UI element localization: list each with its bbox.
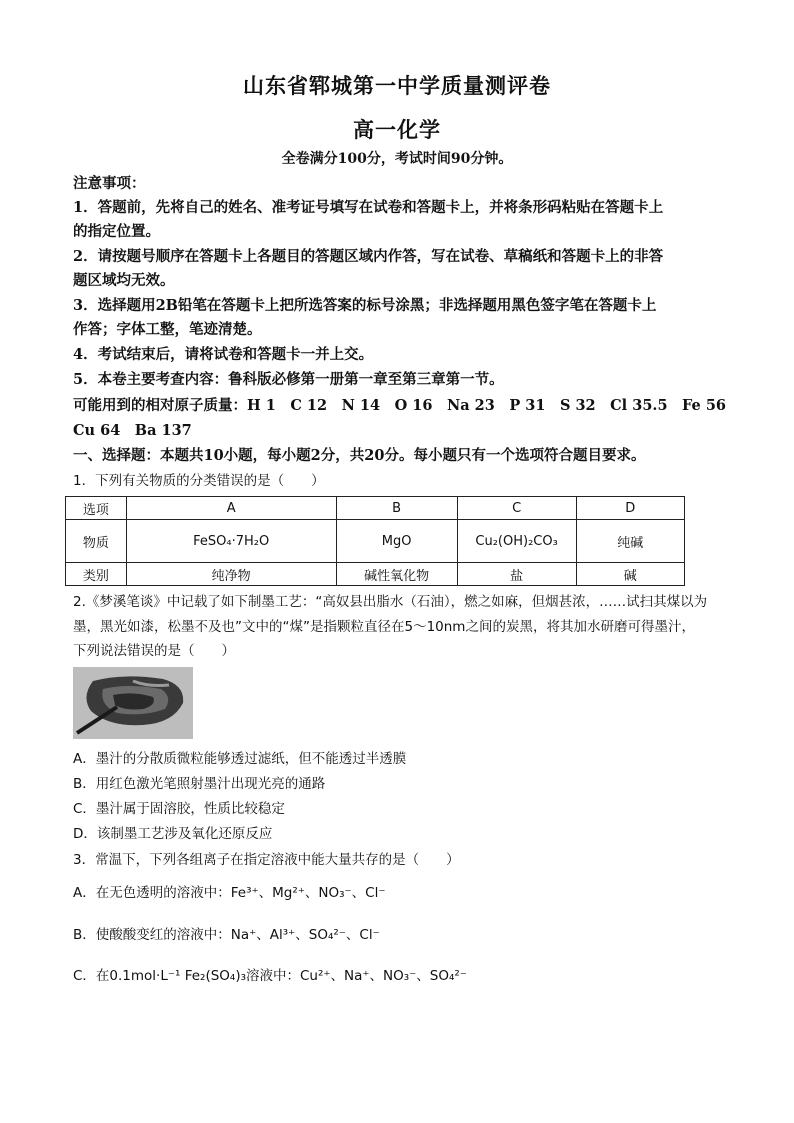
- q3-option-c: [73, 966, 733, 986]
- table-cell: Cu₂(OH)₂CO₃: [457, 520, 576, 563]
- q2-stem-line-2: 墨，黑光如漆，松墨不及也”文中的“煤”是指颗粒直径在5～10nm之间的炭黑，将其加水研磨可得墨汁，: [73, 619, 695, 635]
- q1-stem: 1．下列有关物质的分类错误的是（ ）: [73, 473, 325, 489]
- q3-option-c-ions: Cu²⁺、Na⁺、NO₃⁻、SO₄²⁻: [300, 968, 467, 984]
- note-1-line-1: 1．答题前，先将自己的姓名、准考证号填写在试卷和答题卡上，并将条形码粘贴在答题卡上: [73, 199, 664, 216]
- table-header-cell: A: [126, 497, 336, 520]
- table-cell: 盐: [457, 563, 576, 586]
- table-row-label: 物质: [66, 520, 127, 563]
- note-2-line-2: 题区域均无效。: [73, 272, 175, 289]
- q1-table: [65, 496, 685, 586]
- note-3-line-1: 3．选择题用2B铅笔在答题卡上把所选答案的标号涂黑；非选择题用黑色签字笔在答题卡上: [73, 297, 657, 314]
- q3-option-b: [73, 925, 733, 945]
- note-5: 5．本卷主要考查内容：鲁科版必修第一册第一章至第三章第一节。: [73, 371, 504, 388]
- table-cell: 纯净物: [126, 563, 336, 586]
- q3-stem: 3．常温下，下列各组离子在指定溶液中能大量共存的是（ ）: [73, 852, 460, 868]
- note-4: 4．考试结束后，请将试卷和答题卡一并上交。: [73, 346, 374, 363]
- ink-stick-photo: [73, 667, 193, 739]
- table-header-cell: C: [457, 497, 576, 520]
- table-row-label: 类别: [66, 563, 127, 586]
- q3-option-c-prefix: C．在0.1mol·L⁻¹ Fe₂(SO₄)₃溶液中：: [73, 968, 300, 984]
- table-header-cell: D: [576, 497, 684, 520]
- q3-option-a-ions: Fe³⁺、Mg²⁺、NO₃⁻、Cl⁻: [230, 885, 386, 901]
- q2-option-c: C．墨汁属于固溶胶，性质比较稳定: [73, 801, 285, 817]
- note-2-line-1: 2．请按题号顺序在答题卡上各题目的答题区域内作答，写在试卷、草稿纸和答题卡上的非答: [73, 248, 664, 265]
- atomic-masses-line-2: Cu 64 Ba 137: [73, 422, 192, 439]
- table-cell: 纯碱: [576, 520, 684, 563]
- table-header-cell: B: [336, 497, 457, 520]
- q3-option-b-prefix: B．使酸酸变红的溶液中：: [73, 927, 231, 943]
- table-cell: 碱: [576, 563, 684, 586]
- table-cell: MgO: [336, 520, 457, 563]
- table-header-cell: 选项: [66, 497, 127, 520]
- q2-option-d: D．该制墨工艺涉及氧化还原反应: [73, 826, 273, 842]
- q2-option-a: A．墨汁的分散质微粒能够透过滤纸，但不能透过半透膜: [73, 751, 407, 767]
- school-title: 山东省郓城第一中学质量测评卷: [243, 73, 551, 98]
- table-row: [66, 497, 685, 520]
- atomic-masses-line-1: 可能用到的相对原子质量：H 1 C 12 N 14 O 16 Na 23 P 31 S 32 Cl 35.5 Fe 56: [73, 397, 727, 414]
- q2-stem-line-1: 2.《梦溪笔谈》中记载了如下制墨工艺：“高奴县出脂水（石油），燃之如麻，但烟甚浓，……试扫其煤以为: [73, 594, 708, 610]
- subject-title: 高一化学: [353, 117, 441, 142]
- exam-info: 全卷满分100分，考试时间90分钟。: [281, 151, 513, 167]
- q3-option-a-prefix: A．在无色透明的溶液中：: [73, 885, 231, 901]
- note-1-line-2: 的指定位置。: [73, 223, 160, 240]
- q2-option-b: B．用红色激光笔照射墨汁出现光亮的通路: [73, 776, 326, 792]
- table-cell: FeSO₄·7H₂O: [126, 520, 336, 563]
- table-row: [66, 563, 685, 586]
- table-cell: 碱性氧化物: [336, 563, 457, 586]
- q3-option-b-ions: Na⁺、Al³⁺、SO₄²⁻、Cl⁻: [230, 927, 380, 943]
- section-1-heading: 一、选择题：本题共10小题，每小题2分，共20分。每小题只有一个选项符合题目要求。: [73, 447, 646, 464]
- q3-option-a: [73, 883, 733, 903]
- note-3-line-2: 作答；字体工整，笔迹清楚。: [73, 321, 262, 338]
- q2-stem-line-3: 下列说法错误的是（ ）: [73, 643, 235, 659]
- notes-heading: 注意事项：: [73, 175, 146, 192]
- table-row: [66, 520, 685, 563]
